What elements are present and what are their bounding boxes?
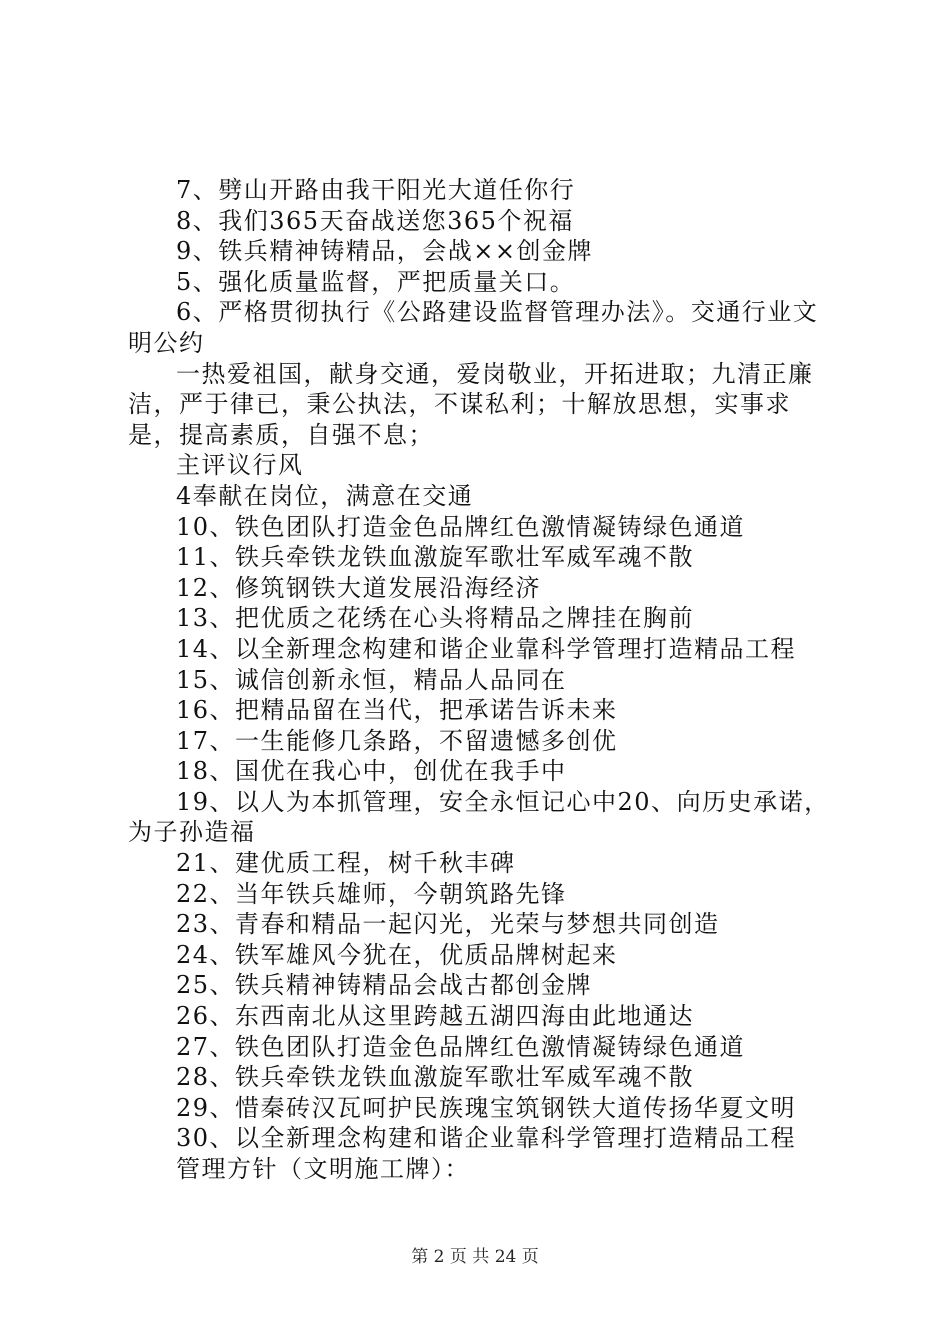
paragraph: 10、铁色团队打造金色品牌红色激情凝铸绿色通道 bbox=[176, 512, 746, 541]
paragraph: 11、铁兵牵铁龙铁血激旋军歌壮军威军魂不散 bbox=[176, 543, 695, 572]
paragraph: 5、强化质量监督，严把质量关口。 bbox=[176, 267, 576, 296]
paragraph: 24、铁军雄风今犹在，优质品牌树起来 bbox=[176, 940, 618, 969]
paragraph: 4奉献在岗位，满意在交通 bbox=[176, 481, 474, 510]
paragraph: 15、诚信创新永恒，精品人品同在 bbox=[176, 665, 567, 694]
paragraph: 19、以人为本抓管理，安全永恒记心中20、向历史承诺，为子孙造福 bbox=[128, 787, 830, 847]
page-footer bbox=[0, 1242, 950, 1267]
paragraph: 7、劈山开路由我干阳光大道任你行 bbox=[176, 176, 576, 204]
paragraph: 30、以全新理念构建和谐企业靠科学管理打造精品工程 bbox=[176, 1124, 797, 1153]
paragraph: 一热爱祖国，献身交通，爱岗敬业，开拓进取；九清正廉洁，严于律已，秉公执法，不谋私利；十解放思想，实事求是，提高素质，自强不息； bbox=[128, 359, 814, 449]
paragraph: 6、严格贯彻执行《公路建设监督管理办法》。交通行业文明公约 bbox=[128, 298, 819, 357]
paragraph: 27、铁色团队打造金色品牌红色激情凝铸绿色通道 bbox=[176, 1032, 746, 1061]
paragraph: 管理方针（文明施工牌）： bbox=[176, 1155, 470, 1183]
paragraph: 16、把精品留在当代，把承诺告诉未来 bbox=[176, 696, 618, 725]
paragraph: 18、国优在我心中，创优在我手中 bbox=[176, 757, 567, 786]
paragraph: 9、铁兵精神铸精品，会战××创金牌 bbox=[176, 237, 593, 266]
paragraph: 14、以全新理念构建和谐企业靠科学管理打造精品工程 bbox=[176, 634, 797, 663]
paragraph: 主评议行风 bbox=[176, 451, 304, 480]
paragraph: 21、建优质工程，树千秋丰碑 bbox=[176, 849, 516, 878]
paragraph: 22、当年铁兵雄师，今朝筑路先锋 bbox=[176, 879, 567, 908]
paragraph: 8、我们365天奋战送您365个祝福 bbox=[176, 206, 574, 235]
paragraph: 25、铁兵精神铸精品会战古都创金牌 bbox=[176, 971, 593, 1000]
page-number-label: 第 2 页 共 24 页 bbox=[411, 1247, 539, 1267]
paragraph: 12、修筑钢铁大道发展沿海经济 bbox=[176, 573, 542, 602]
document-body bbox=[128, 175, 838, 1185]
paragraph: 23、青春和精品一起闪光，光荣与梦想共同创造 bbox=[176, 910, 720, 939]
paragraph: 17、一生能修几条路，不留遗憾多创优 bbox=[176, 726, 618, 755]
paragraph: 26、东西南北从这里跨越五湖四海由此地通达 bbox=[176, 1002, 695, 1031]
paragraph: 13、把优质之花绣在心头将精品之牌挂在胸前 bbox=[176, 604, 695, 633]
paragraph: 28、铁兵牵铁龙铁血激旋军歌壮军威军魂不散 bbox=[176, 1063, 695, 1092]
paragraph: 29、惜秦砖汉瓦呵护民族瑰宝筑钢铁大道传扬华夏文明 bbox=[176, 1093, 797, 1122]
